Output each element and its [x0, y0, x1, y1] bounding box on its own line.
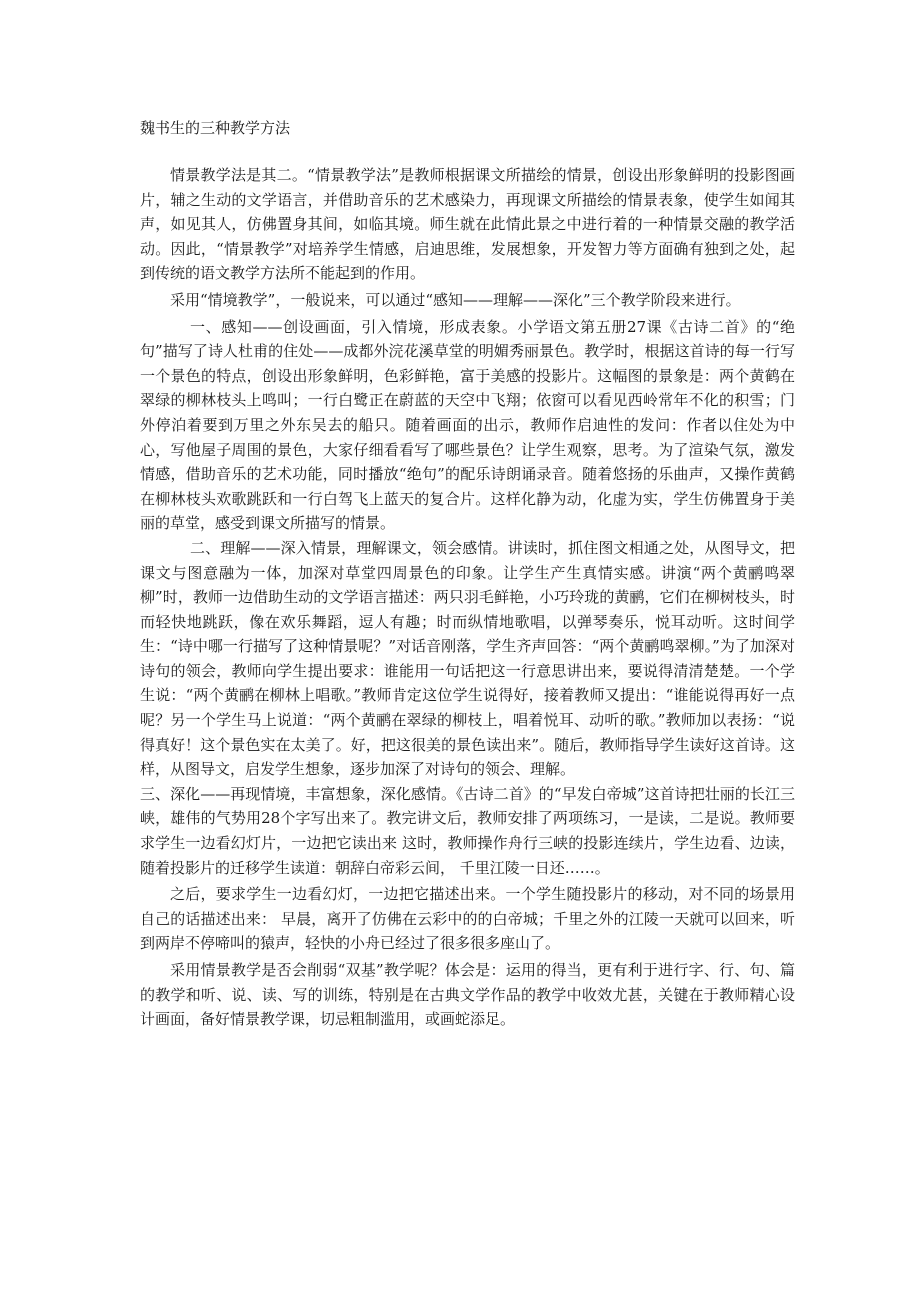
paragraph-stage-perception: 一、感知——创设画面，引入情境，形成表象。小学语文第五册27课《古诗二首》的“绝句”描写了诗人杜甫的住处——成都外浣花溪草堂的明媚秀丽景色。教学时，根据这首诗的每一行写一个景色的特点，创设出形象鲜明，色彩鲜艳，富于美感的投影片。这幅图的景象是：两个黄鹤在翠绿的柳林枝头上鸣叫；一行白鹭正在蔚蓝的天空中飞翔；依窗可以看见西岭常年不化的积雪；门外停泊着要到万里之外东吴去的船只。随着画面的出示，教师作启迪性的发问：作者以住处为中心，写他屋子周围的景色，大家仔细看看写了哪些景色？让学生观察，思考。为了渲染气氛，激发情感，借助音乐的艺术功能，同时播放“绝句”的配乐诗朗诵录音。随着悠扬的乐曲声，又操作黄鹤在柳林枝头欢歌跳跃和一行白驾飞上蓝天的复合片。这样化静为动，化虚为实，学生仿佛置身于美丽的草堂，感受到课文所描写的情景。 [140, 317, 795, 533]
paragraph-three-stages: 采用“情境教学”，一般说来，可以通过“感知——理解——深化”三个教学阶段来进行。 [170, 290, 741, 309]
document-title: 魏书生的三种教学方法 [140, 119, 291, 137]
paragraph-stage-understanding: 二、理解——深入情景，理解课文，领会感情。讲读时，抓住图文相通之处，从图导文，把课文与图意融为一体，加深对草堂四周景色的印象。让学生产生真情实感。讲演“两个黄鹂鸣翠柳”时，教师一边借助生动的文学语言描述：两只羽毛鲜艳，小巧玲珑的黄鹂，它们在柳树枝头，时而轻快地跳跃，像在欢乐舞蹈，逗人有趣；时而纵情地歌唱，以弹琴奏乐，悦耳动听。这时间学生：“诗中哪一行描写了这种情景呢？”对话音刚落，学生齐声回答：“两个黄鹂鸣翠柳。”为了加深对诗句的领会，教师向学生提出要求：谁能用一句话把这一行意思讲出来，要说得清清楚楚。一个学生说：“两个黄鹂在柳林上唱歌。”教师肯定这位学生说得好，接着教师又提出：“谁能说得再好一点呢？另一个学生马上说道：“两个黄鹂在翠绿的柳枝上，唱着悦耳、动听的歌。”教师加以表扬：“说得真好！这个景色实在太美了。好，把这很美的景色读出来”。随后，教师指导学生读好这首诗。这样，从图导文，启发学生想象，逐步加深了对诗句的领会、理解。 [140, 538, 795, 779]
document-body [140, 163, 795, 1032]
paragraph-conclusion: 采用情景教学是否会削弱“双基”教学呢？体会是：运用的得当，更有利于进行字、行、句、篇的教学和听、说、读、写的训练，特别是在古典文学作品的教学中收效尤甚，关键在于教师精心设计画面，备好情景教学课，切忌粗制滥用，或画蛇添足。 [140, 961, 795, 1029]
paragraph-stage-deepening: 三、深化——再现情境，丰富想象，深化感情。《古诗二首》的“早发白帝城”这首诗把壮丽的长江三峡，雄伟的气势用28个字写出来了。教完讲文后，教师安排了两项练习，一是读，二是说。教师要求学生一边看幻灯片，一边把它读出来 这时，教师操作舟行三峡的投影连续片，学生边看、边读，随着投影片的迁移学生读道：朝辞白帝彩云间， 千里江陵一日还……。 [140, 784, 795, 877]
paragraph-intro: 情景教学法是其二。“情景教学法”是教师根据课文所描绘的情景，创设出形象鲜明的投影图画片，辅之生动的文学语言，并借助音乐的艺术感染力，再现课文所描绘的情景表象，使学生如闻其声，如见其人，仿佛置身其间，如临其境。师生就在此情此景之中进行着的一种情景交融的教学活动。因此，“情景教学”对培养学生情感，启迪思维，发展想象，开发智力等方面确有独到之处，起到传统的语文教学方法所不能起到的作用。 [140, 166, 795, 283]
paragraph-description-practice: 之后，要求学生一边看幻灯，一边把它描述出来。一个学生随投影片的移动，对不同的场景用自己的话描述出来： 早晨，离开了仿佛在云彩中的的白帝城；千里之外的江陵一天就可以回来，听到两岸不停啼叫的猿声，轻快的小舟已经过了很多很多座山了。 [140, 885, 795, 953]
